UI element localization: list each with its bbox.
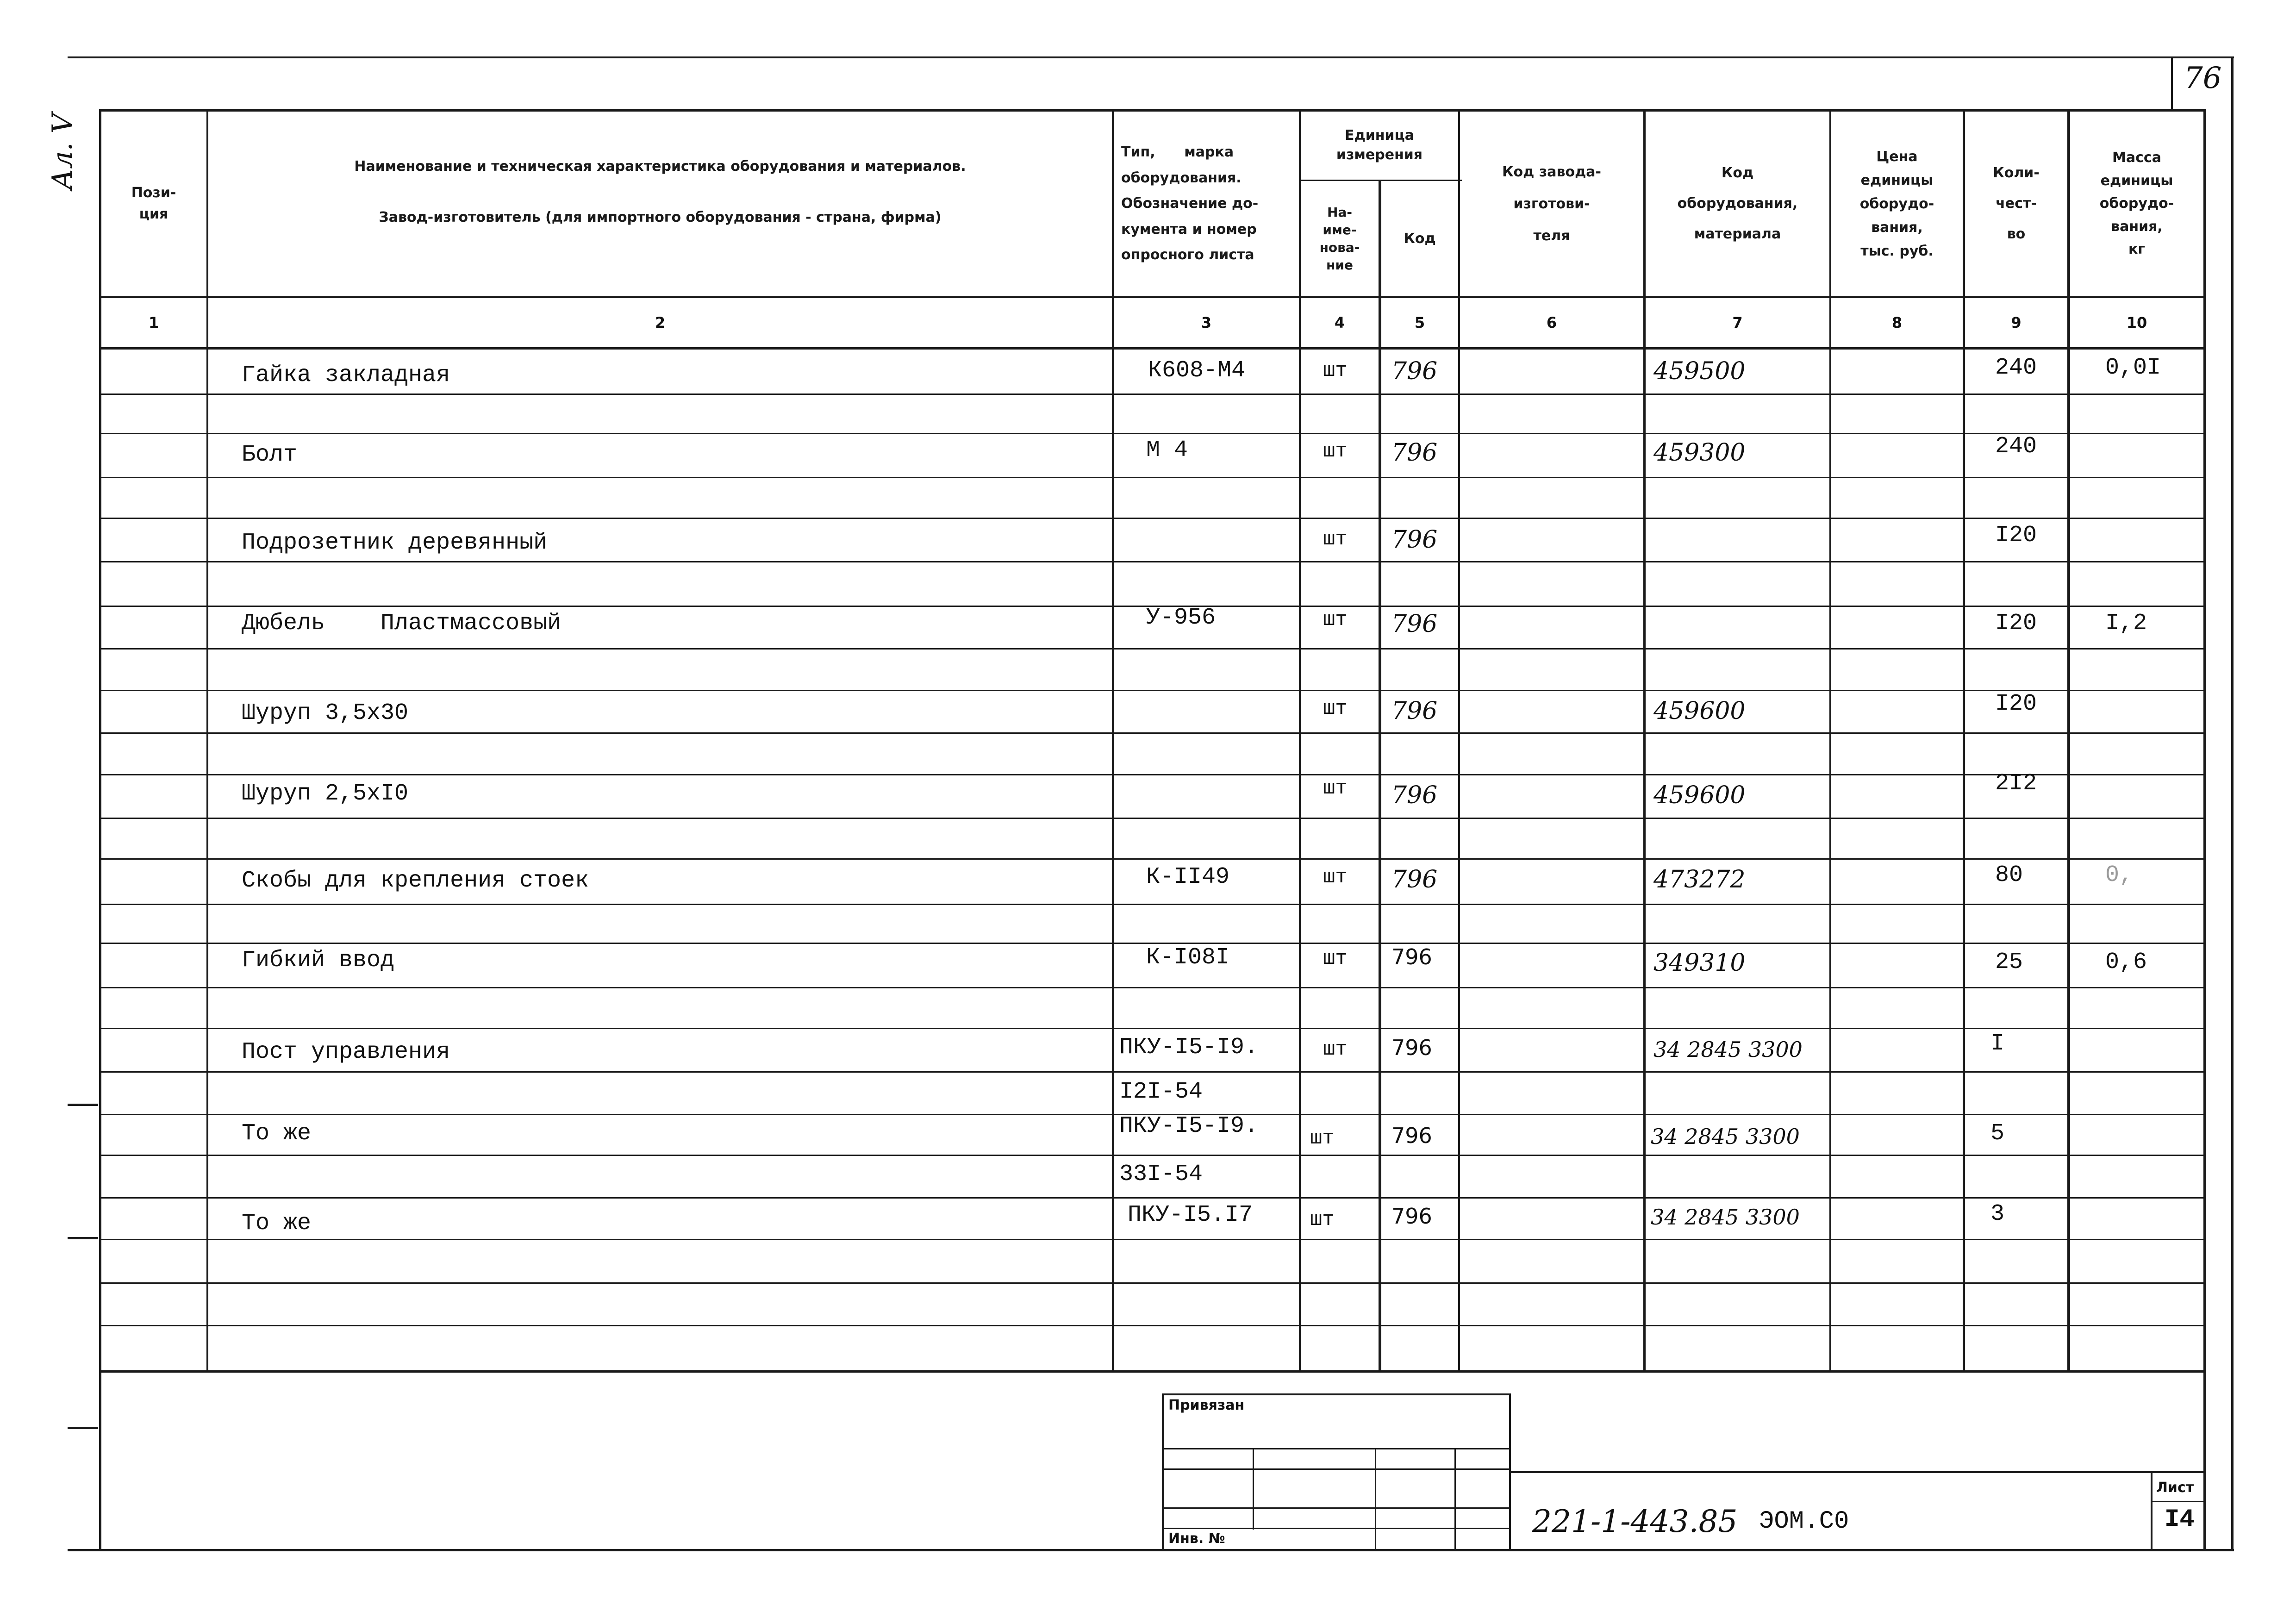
item-equipment-code: 34 2845 3300 [1651,1205,1800,1230]
item-name: Дюбель Пластмассовый [242,610,562,637]
column-number: 10 [2126,314,2147,331]
item-unit-code: 796 [1391,866,1438,893]
row-line [99,858,2205,860]
inventory-number-label: Инв. № [1168,1530,1225,1547]
item-unit: шт [1323,440,1348,463]
document-suffix: ЭОМ.С0 [1759,1507,1849,1536]
item-equipment-code: 349310 [1653,949,1746,977]
header-unit-code: Код [1404,230,1436,247]
header-position: Пози- ция [131,184,176,222]
item-quantity: 80 [1995,862,2023,888]
right-border [2231,56,2234,1551]
item-name: Шуруп 2,5хI0 [242,781,409,807]
row-line [99,394,2205,395]
item-equipment-code: 459600 [1653,781,1746,809]
item-name: Подрозетник деревянный [242,530,548,556]
item-unit-code: 796 [1391,1035,1432,1060]
row-line [99,1239,2205,1240]
row-line [99,1282,2205,1284]
item-quantity: 3 [1990,1201,2005,1227]
row-line [99,818,2205,819]
document-code: 221-1-443.85 [1532,1504,1738,1539]
column-number: 6 [1546,314,1557,331]
header-name-line2: Завод-изготовитель (для импортного оборудования - страна, фирма) [379,209,942,225]
item-unit: шт [1323,608,1348,631]
item-unit: шт [1323,359,1348,382]
row-line [99,561,2205,562]
stamp-top [1162,1393,1510,1395]
row-line [99,1071,2205,1073]
item-equipment-code: 34 2845 3300 [1653,1037,1803,1062]
item-unit: шт [1323,1038,1348,1061]
sheet-label: Лист [2156,1480,2194,1496]
stamp-col-line [1253,1448,1254,1530]
margin-tick [68,1427,98,1429]
row-line [99,774,2205,775]
sheet-number: I4 [2165,1505,2195,1534]
margin-tick [68,1237,98,1239]
item-unit-code: 796 [1391,610,1438,638]
row-line [99,1197,2205,1199]
row-line [99,690,2205,691]
table-right [2203,109,2206,1550]
item-name: Скобы для крепления стоек [242,868,589,894]
row-line [99,904,2205,905]
header-unit-group: Единица измерения [1336,127,1423,163]
header-numbers-bottom [99,347,2205,350]
item-unit-code: 796 [1391,944,1432,969]
item-type: М 4 [1146,437,1188,463]
item-type: К608-М4 [1148,357,1246,384]
item-unit-code: 796 [1391,357,1438,385]
header-name-line1: Наименование и техническая характеристика оборудования и материалов. [354,158,966,175]
item-unit: шт [1323,866,1348,889]
item-name: Гибкий ввод [242,947,395,974]
header-plant-code: Код завода- изготови- теля [1502,163,1601,244]
column-number: 4 [1334,314,1345,331]
stamp-row-line [1162,1528,1510,1529]
sheet-box-left [2151,1471,2152,1550]
item-type: К-II49 [1146,864,1230,890]
row-line [99,1028,2205,1029]
item-mass: 0,0I [2105,355,2161,381]
item-unit: шт [1310,1127,1335,1150]
item-type-continued: 33I-54 [1119,1161,1203,1187]
item-name: Гайка закладная [242,362,450,388]
sheet-box-divider [2151,1501,2204,1502]
column-number: 3 [1201,314,1212,331]
table-footer-top [99,1370,2205,1373]
page-number-box-left [2171,56,2173,110]
stamp-left [1162,1393,1164,1550]
item-name: То же [242,1210,312,1237]
col-line-4 [1379,181,1381,1371]
item-unit-code: 796 [1391,1123,1432,1148]
row-line [99,732,2205,734]
bound-label: Привязан [1168,1397,1245,1413]
header-mass: Масса единицы оборудо- вания, кг [2099,150,2174,258]
item-quantity: I20 [1995,522,2037,549]
row-line [99,433,2205,434]
item-name: Пост управления [242,1039,450,1065]
item-name: Болт [242,442,298,468]
stamp-row-line [1162,1507,1510,1509]
item-name: То же [242,1120,312,1147]
header-price: Цена единицы оборудо- вания, тыс. руб. [1859,148,1934,259]
item-unit-code: 796 [1391,781,1438,809]
column-number: 9 [2011,314,2021,331]
row-line [99,1155,2205,1156]
header-equipment-code: Код оборудования, материала [1677,165,1798,242]
page-number: 76 [2184,61,2222,95]
item-type: ПКУ-I5-I9. [1119,1034,1259,1061]
side-label: Ал. V [46,113,79,190]
item-quantity: 240 [1995,433,2037,460]
row-line [99,943,2205,944]
item-unit-code: 796 [1391,439,1438,467]
item-unit: шт [1310,1208,1335,1231]
item-name: Шуруп 3,5х30 [242,700,409,726]
item-unit-code: 796 [1391,697,1438,725]
item-quantity: I20 [1995,610,2037,637]
item-type: К-I08I [1146,944,1230,971]
item-equipment-code: 473272 [1653,866,1746,893]
column-number: 7 [1732,314,1743,331]
item-quantity: 240 [1995,355,2037,381]
row-line [99,477,2205,478]
margin-tick [68,1104,98,1106]
item-equipment-code: 459300 [1653,439,1746,467]
item-mass: 0,6 [2105,949,2147,975]
item-unit: шт [1323,528,1348,551]
column-number: 5 [1414,314,1425,331]
item-quantity: 5 [1990,1120,2005,1147]
stamp-row-line [1162,1448,1510,1449]
item-type: ПКУ-I5-I9. [1119,1113,1259,1139]
item-quantity: I [1990,1031,2005,1057]
top-border [68,56,2234,58]
column-number: 2 [655,314,666,331]
item-quantity: 2I2 [1995,770,2037,797]
item-unit: шт [1323,697,1348,720]
column-number: 8 [1891,314,1903,331]
item-type-continued: I2I-54 [1119,1079,1203,1105]
item-quantity: I20 [1995,691,2037,717]
header-quantity: Коли- чест- во [1993,165,2040,242]
bottom-border [68,1549,2234,1551]
item-unit: шт [1323,947,1348,970]
stamp-col-line [1454,1448,1456,1550]
item-unit-code: 796 [1391,526,1438,554]
item-quantity: 25 [1995,949,2023,975]
item-unit-code: 796 [1391,1204,1432,1229]
row-line [99,1325,2205,1326]
header-type: Тип, марка оборудования. Обозначение до- кумента и номер опросного листа [1121,144,1259,263]
stamp-col-line [1375,1448,1376,1550]
item-mass: 0, [2105,862,2134,888]
item-unit: шт [1323,777,1348,800]
header-unit-name: На- име- нова- ние [1319,205,1360,273]
item-mass: I,2 [2105,610,2147,637]
item-type: ПКУ-I5.I7 [1128,1202,1253,1228]
row-line [99,648,2205,650]
item-type: У-956 [1146,605,1216,631]
designation-top [1510,1471,2204,1473]
item-equipment-code: 459500 [1653,357,1746,385]
column-number: 1 [148,314,159,331]
item-equipment-code: 34 2845 3300 [1651,1124,1800,1149]
stamp-row-line [1162,1468,1510,1470]
row-line [99,518,2205,519]
item-equipment-code: 459600 [1653,697,1746,725]
row-line [99,987,2205,988]
